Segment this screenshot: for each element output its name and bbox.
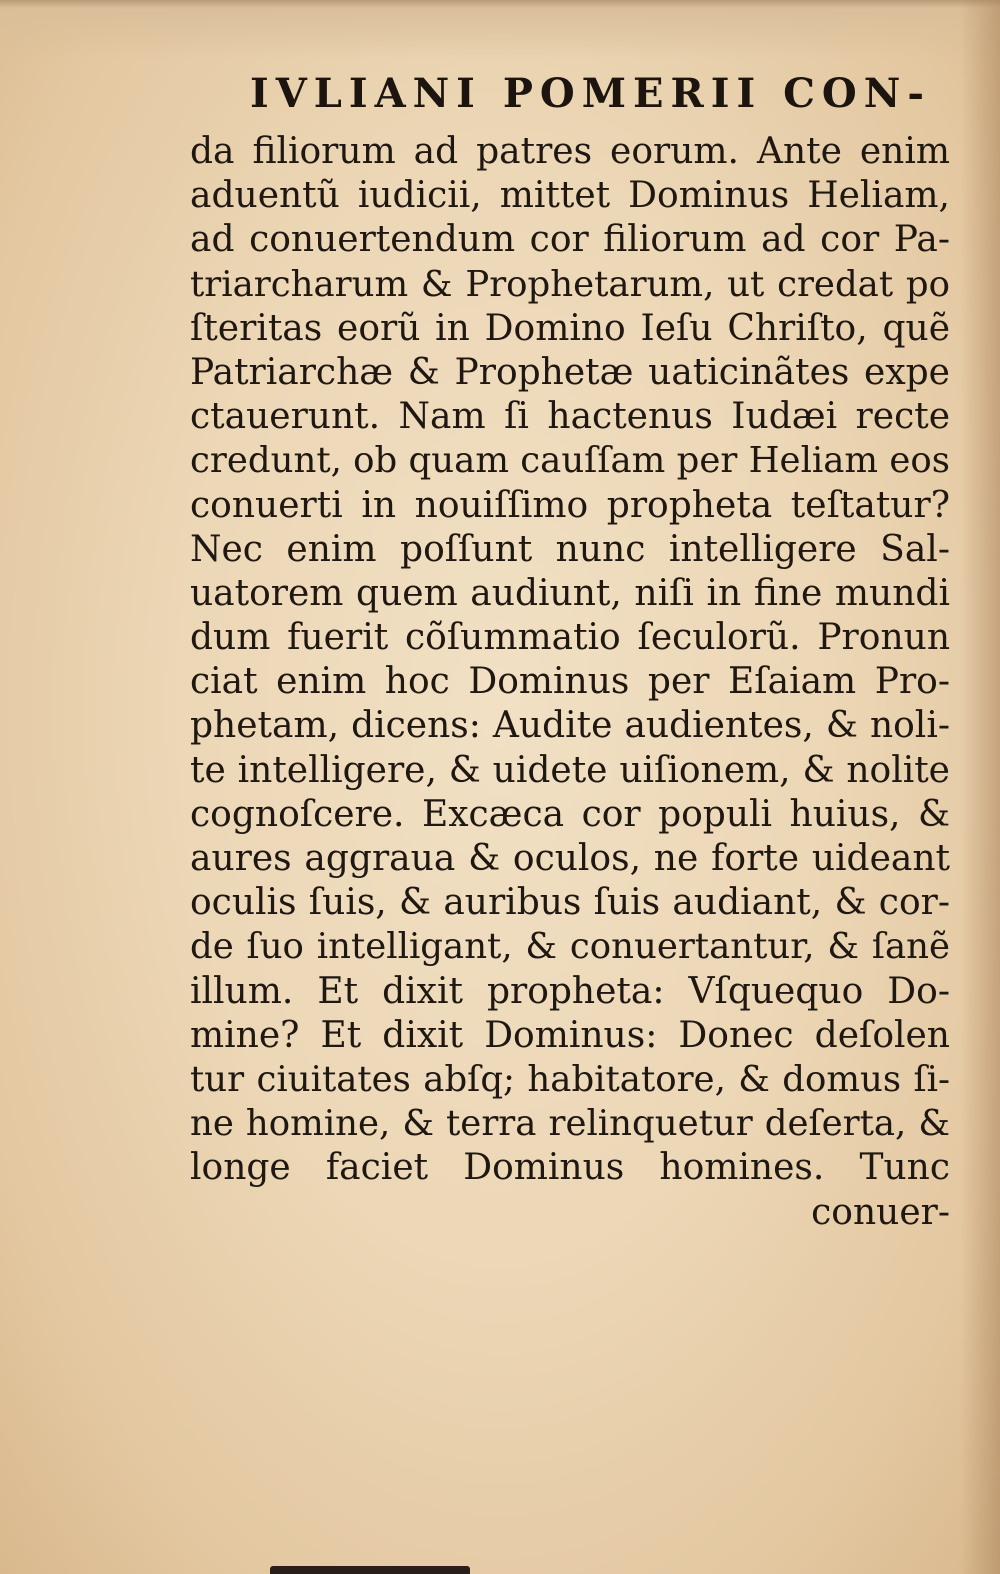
text-line: ctauerunt. Nam ſi hactenus Iudæi recte xyxy=(190,396,950,438)
text-line: Patriarchæ & Prophetæ uaticinãtes expe xyxy=(190,351,950,393)
text-line: mine? Et dixit Dominus: Donec deſolen xyxy=(190,1014,950,1056)
text-line: illum. Et dixit propheta: Vſquequo Do- xyxy=(190,970,950,1012)
text-line: cognoſcere. Excæca cor populi huius, & xyxy=(190,793,950,835)
binding-edge xyxy=(270,1566,470,1574)
text-line: longe faciet Dominus homines. Tunc xyxy=(190,1147,950,1189)
text-line: phetam, dicens: Audite audientes, & noli- xyxy=(190,705,950,747)
text-line: da filiorum ad patres eorum. Ante enim xyxy=(190,131,950,172)
running-head: IVLIANI POMERII CON- xyxy=(250,70,931,117)
body-text xyxy=(190,130,950,1235)
text-line: oculis ſuis, & auribus ſuis audiant, & cor- xyxy=(190,882,950,924)
text-line: uatorem quem audiunt, niſi in fine mundi xyxy=(190,572,950,614)
text-line: ne homine, & terra relinquetur deſerta, & xyxy=(190,1103,950,1145)
text-line: te intelligere, & uidete uiſionem, & nolite xyxy=(190,749,950,791)
text-line: ciat enim hoc Dominus per Eſaiam Pro- xyxy=(190,661,950,703)
text-line: triarcharum & Prophetarum, ut credat po xyxy=(190,263,950,305)
text-line: dum fuerit cõſummatio ſeculorũ. Pronun xyxy=(190,617,950,659)
text-line: Nec enim poſſunt nunc intelligere Sal- xyxy=(190,528,950,570)
text-line: tur ciuitates abſq; habitatore, & domus ſi- xyxy=(190,1058,950,1100)
catchword: conuer- xyxy=(811,1191,950,1233)
text-line: aduentũ iudicii, mittet Dominus Heliam, xyxy=(190,175,950,217)
text-line: aures aggraua & oculos, ne forte uideant xyxy=(190,838,950,879)
text-line: ſteritas eorũ in Domino Ieſu Chriſto, quẽ xyxy=(190,307,950,349)
text-line: de ſuo intelligant, & conuertantur, & ſanẽ xyxy=(190,926,950,968)
text-line: credunt, ob quam cauſſam per Heliam eos xyxy=(190,440,950,482)
text-line: ad conuertendum cor filiorum ad cor Pa- xyxy=(190,219,950,261)
text-line: conuerti in nouiſſimo propheta teſtatur? xyxy=(190,484,950,526)
